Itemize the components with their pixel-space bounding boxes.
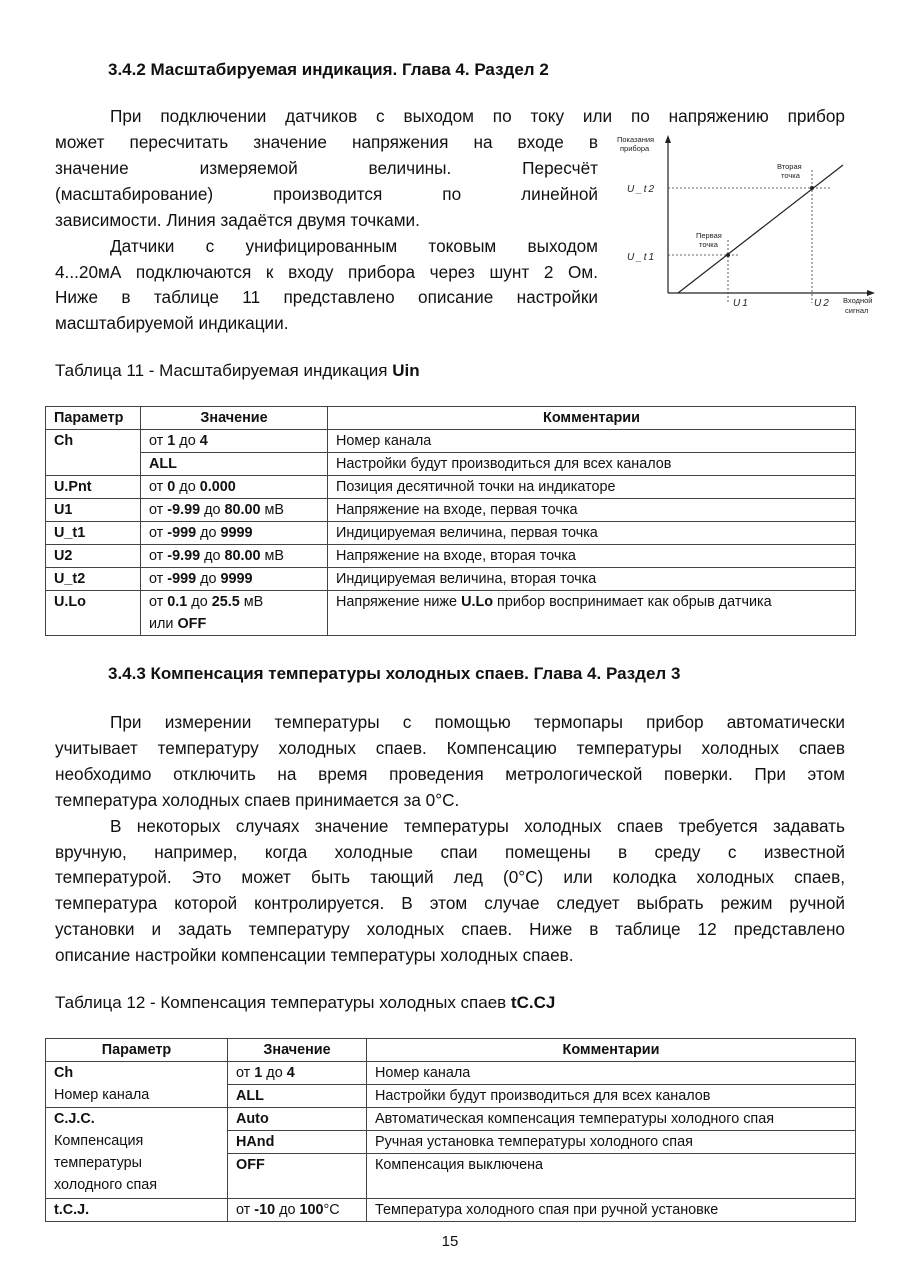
param-code: t.C.J. [54, 1202, 90, 1218]
value-text: прибор воспринимает как обрыв датчика [493, 594, 772, 610]
caption-text: Таблица 11 - Масштабируемая индикация [55, 361, 393, 380]
paragraph-line: При подключении датчиков с выходом по току или по напряжению прибор [110, 106, 845, 126]
value-cell [141, 453, 328, 476]
value-bold: -10 [254, 1202, 276, 1218]
value-cell [141, 430, 328, 453]
header-value: Значение [228, 1039, 367, 1062]
value-cell [228, 1062, 367, 1085]
value-text: от [149, 594, 168, 610]
param-cell: U.Pnt [46, 476, 141, 499]
paragraph-line: Ниже в таблице 11 представлено описание настройки [55, 287, 598, 308]
table-header-row [46, 407, 856, 430]
value-cell [228, 1131, 367, 1154]
annotation-second-point: точка [781, 171, 800, 180]
caption-code: tC.CJ [510, 993, 556, 1012]
value-bold: U.Lo [461, 594, 494, 610]
section-heading-343: 3.4.3 Компенсация температуры холодных спаев. Глава 4. Раздел 3 [108, 664, 681, 683]
table-row [46, 1199, 856, 1222]
param-cell [46, 1199, 228, 1222]
y-axis-arrow-icon [665, 135, 671, 143]
value-text: °С [323, 1202, 340, 1218]
y-tick-ut2: U_t2 [627, 184, 657, 195]
value-bold: 80.00 [224, 548, 261, 564]
scaling-line [678, 165, 843, 293]
value-text: до [196, 525, 221, 541]
table-row [46, 1108, 856, 1131]
paragraph-line: В некоторых случаях значение температуры холодных спаев требуется задавать [110, 815, 845, 836]
paragraph-line: необходимо отключить на время проведения метрологической поверки. При этом [55, 763, 845, 784]
value-text: до [175, 433, 200, 449]
value-cell [228, 1085, 367, 1108]
value-bold: -999 [167, 571, 197, 587]
param-cell: U_t1 [46, 522, 141, 545]
value-bold: ALL [149, 456, 177, 472]
paragraph-line: температура холодных спаев принимается за 0°С. [55, 789, 460, 810]
second-point-marker [810, 186, 814, 190]
value-bold: 80.00 [224, 502, 261, 518]
comment-cell: Номер канала [367, 1062, 856, 1085]
paragraph-line: температурой. Это может быть тающий лед (0°С) или колодка холодных спаев, [55, 867, 845, 888]
paragraph-line: При измерении температуры с помощью термопары прибор автоматически [110, 712, 845, 732]
annotation-first-point: точка [699, 240, 718, 249]
page-number: 15 [441, 1233, 459, 1250]
param-cell: U.Lo [46, 591, 141, 636]
comment-cell: Настройки будут производиться для всех каналов [328, 453, 856, 476]
value-bold: ALL [236, 1088, 264, 1104]
comment-cell: Индицируемая величина, вторая точка [328, 568, 856, 591]
paragraph-line: значение измеряемой величины. Пересчёт [55, 157, 598, 178]
value-text: до [200, 548, 225, 564]
paragraph-343 [55, 710, 845, 969]
value-cell [228, 1154, 367, 1199]
y-axis-label: прибора [620, 144, 650, 153]
header-comment: Комментарии [328, 407, 856, 430]
value-bold: 4 [286, 1065, 295, 1081]
x-tick-u1: U1 [733, 298, 750, 309]
paragraph-line: вручную, например, когда холодные спаи помещены в среду с известной [55, 841, 845, 862]
comment-cell: Индицируемая величина, первая точка [328, 522, 856, 545]
value-text: от [236, 1065, 255, 1081]
value-text: от [149, 571, 168, 587]
value-text: от [149, 525, 168, 541]
param-cell: U_t2 [46, 568, 141, 591]
table-11-scaled-indication [45, 406, 856, 636]
value-bold: -999 [167, 525, 197, 541]
value-text: до [200, 502, 225, 518]
paragraph-line: 4...20мА подключаются к входу прибора через шунт 2 Ом. [55, 261, 598, 282]
param-description: Компенсация [54, 1133, 144, 1149]
value-bold: 0.000 [199, 479, 236, 495]
param-description: холодного спая [54, 1177, 158, 1193]
param-cell [46, 1108, 228, 1199]
value-bold: OFF [177, 616, 207, 632]
value-text: мВ [239, 594, 264, 610]
y-tick-ut1: U_t1 [627, 252, 657, 263]
value-bold: OFF [236, 1157, 265, 1173]
table-row [46, 499, 856, 522]
param-description: температуры [54, 1155, 142, 1171]
value-text: или [149, 616, 178, 632]
param-description: Номер канала [54, 1087, 150, 1103]
param-cell [46, 1062, 228, 1108]
paragraph-line: масштабируемой индикации. [55, 313, 289, 334]
value-text: до [196, 571, 221, 587]
param-code: C.J.C. [54, 1111, 95, 1127]
comment-cell: Компенсация выключена [367, 1154, 856, 1199]
value-bold: 1 [254, 1065, 263, 1081]
param-cell: Ch [46, 430, 141, 453]
header-param: Параметр [46, 407, 141, 430]
paragraph-line: зависимости. Линия задаётся двумя точками. [55, 209, 420, 230]
y-axis-label: Показания [617, 135, 655, 144]
value-cell [141, 591, 328, 636]
table-12-cold-junction [45, 1038, 856, 1222]
value-cell [141, 545, 328, 568]
value-bold: -9.99 [167, 502, 201, 518]
value-bold: Auto [236, 1111, 269, 1127]
annotation-second-point: Вторая [777, 162, 802, 171]
value-text: от [149, 479, 168, 495]
comment-cell: Напряжение на входе, первая точка [328, 499, 856, 522]
param-code: Ch [54, 1065, 74, 1081]
comment-cell [328, 591, 856, 636]
paragraph-line: (масштабирование) производится по линейной [55, 183, 598, 204]
paragraph-line: может пересчитать значение напряжения на входе в [55, 132, 598, 152]
value-text: Напряжение ниже [336, 594, 462, 610]
value-text: до [262, 1065, 287, 1081]
table12-caption [55, 993, 555, 1013]
value-bold: 0 [167, 479, 176, 495]
value-cell [141, 476, 328, 499]
value-bold: 100 [299, 1202, 324, 1218]
table-row [46, 430, 856, 453]
value-text: от [149, 548, 168, 564]
paragraph-342-1-cont [55, 130, 598, 337]
value-bold: 4 [199, 433, 208, 449]
comment-cell: Настройки будут производиться для всех каналов [367, 1085, 856, 1108]
value-cell [141, 522, 328, 545]
header-value: Значение [141, 407, 328, 430]
param-cell [46, 453, 141, 476]
table11-caption [55, 361, 420, 381]
paragraph-line: Датчики с унифицированным токовым выходом [110, 235, 598, 256]
value-text: от [236, 1202, 255, 1218]
value-cell [228, 1199, 367, 1222]
annotation-first-point: Первая [696, 231, 722, 240]
table-header-row [46, 1039, 856, 1062]
x-axis-label: Входной [843, 296, 873, 305]
header-comment: Комментарии [367, 1039, 856, 1062]
table-row [46, 522, 856, 545]
x-tick-u2: U2 [814, 298, 831, 309]
scaling-chart [615, 125, 885, 320]
value-bold: HAnd [236, 1134, 275, 1150]
header-param: Параметр [46, 1039, 228, 1062]
comment-cell: Напряжение на входе, вторая точка [328, 545, 856, 568]
value-text: от [149, 433, 168, 449]
comment-cell: Номер канала [328, 430, 856, 453]
value-bold: 25.5 [211, 594, 240, 610]
paragraph-line: учитывает температуру холодных спаев. Компенсацию температуры холодных спаев [55, 737, 845, 758]
value-bold: 9999 [220, 571, 253, 587]
value-text: мВ [260, 502, 285, 518]
paragraph-line: установки и задать температуру холодных спаев. Ниже в таблице 12 представлено [55, 919, 845, 940]
value-cell [141, 568, 328, 591]
value-text: до [175, 479, 200, 495]
caption-code: Uin [392, 361, 420, 380]
value-bold: -9.99 [167, 548, 201, 564]
caption-text: Таблица 12 - Компенсация температуры холодных спаев [55, 993, 511, 1012]
value-bold: 1 [167, 433, 176, 449]
value-text: мВ [260, 548, 285, 564]
x-axis-label: сигнал [845, 306, 869, 315]
comment-cell: Позиция десятичной точки на индикаторе [328, 476, 856, 499]
table-row [46, 1062, 856, 1085]
value-cell [228, 1108, 367, 1131]
value-text: от [149, 502, 168, 518]
table-row [46, 453, 856, 476]
value-cell [141, 499, 328, 522]
value-text: до [275, 1202, 300, 1218]
section-heading-342: 3.4.2 Масштабируемая индикация. Глава 4. Раздел 2 [108, 60, 549, 79]
table-row [46, 476, 856, 499]
value-bold: 9999 [220, 525, 253, 541]
table-row [46, 545, 856, 568]
paragraph-line: описание настройки компенсации температуры холодных спаев. [55, 945, 574, 966]
param-cell: U1 [46, 499, 141, 522]
table-row [46, 568, 856, 591]
value-bold: 0.1 [167, 594, 188, 610]
value-text: до [187, 594, 212, 610]
first-point-marker [726, 253, 730, 257]
table-row [46, 591, 856, 636]
param-cell: U2 [46, 545, 141, 568]
paragraph-line: температура которой контролируется. В этом случае следует выбрать режим ручной [55, 893, 845, 914]
comment-cell: Автоматическая компенсация температуры холодного спая [367, 1108, 856, 1131]
comment-cell: Температура холодного спая при ручной установке [367, 1199, 856, 1222]
comment-cell: Ручная установка температуры холодного спая [367, 1131, 856, 1154]
